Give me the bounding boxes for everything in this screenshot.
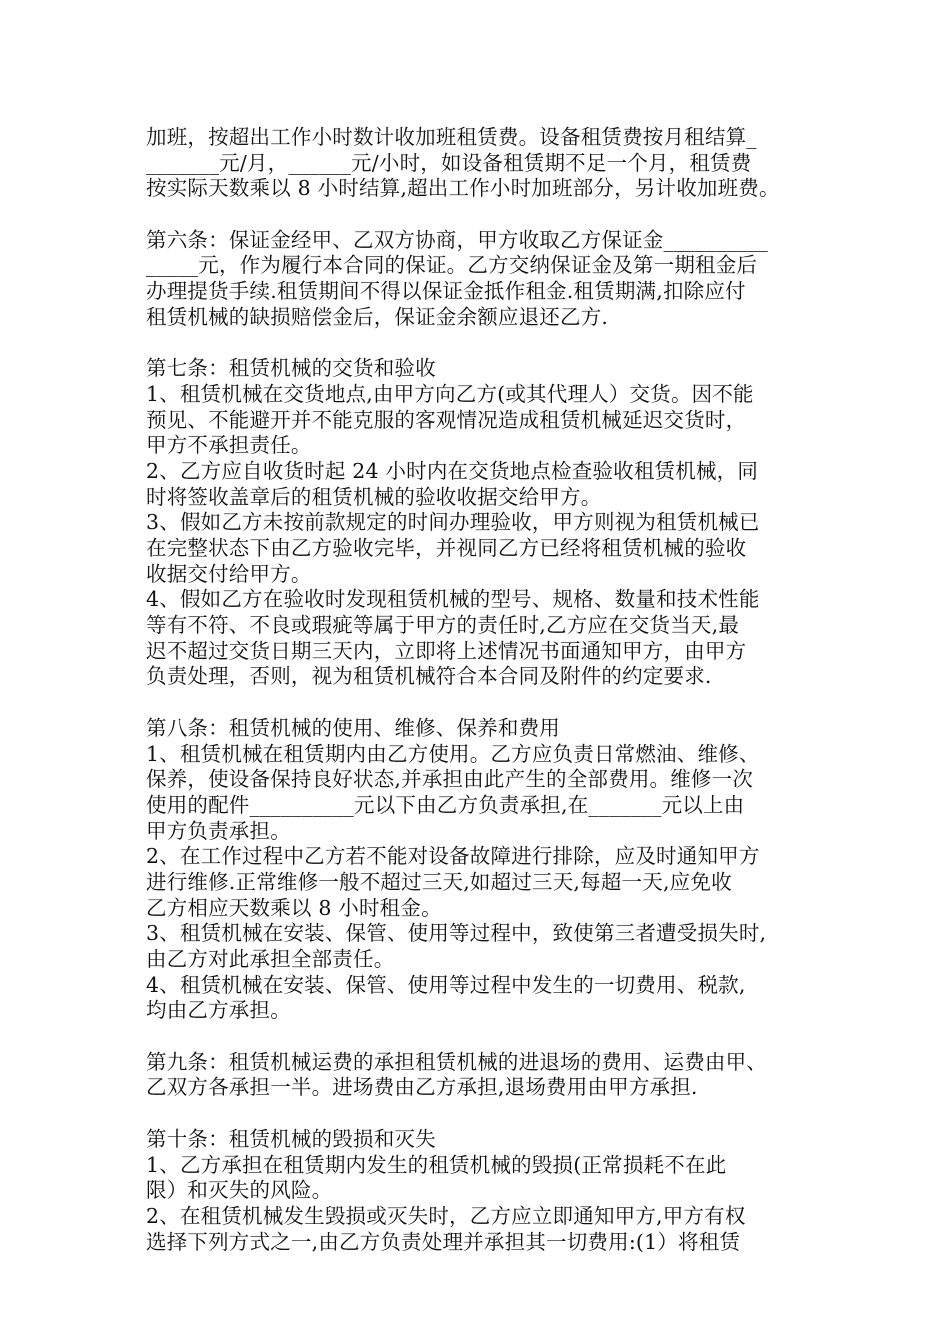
text-line: _______元/月，______元/小时，如设备租赁期不足一个月，租赁费	[146, 150, 752, 175]
text-line: 1、租赁机械在交货地点,由甲方向乙方(或其代理人）交货。因不能	[146, 381, 754, 406]
text-line: 使用的配件__________元以下由乙方负责承担,在_______元以上由	[146, 792, 745, 817]
text-line: 由乙方对此承担全部责任。	[146, 947, 395, 971]
paragraph-gap	[146, 1024, 826, 1050]
text-line: 等有不符、不良或瑕疵等属于甲方的责任时,乙方应在交货当天,最	[146, 613, 740, 638]
text-line: 2、乙方应自收货时起 24 小时内在交货地点检查验收租赁机械，同	[146, 458, 759, 483]
text-line: 按实际天数乘以 8 小时结算,超出工作小时加班部分，另计收加班费。	[146, 176, 780, 201]
text-line: 进行维修.正常维修一般不超过三天,如超过三天,每超一天,应免收	[146, 869, 732, 894]
clause-heading: 第十条：租赁机械的毁损和灭失	[146, 1126, 436, 1151]
paragraph-gap	[146, 331, 826, 357]
text-line: 3、租赁机械在安装、保管、使用等过程中，致使第三者遭受损失时,	[146, 921, 767, 946]
clause-6	[146, 228, 826, 331]
text-line: 4、假如乙方在验收时发现租赁机械的型号、规格、数量和技术性能	[146, 587, 760, 612]
clause-5-tail	[146, 125, 826, 202]
text-line: 均由乙方承担。	[146, 998, 291, 1023]
text-line: 加班，按超出工作小时数计收加班租赁费。设备租赁费按月租结算_	[146, 125, 757, 149]
paragraph-gap	[146, 202, 826, 228]
clause-10	[146, 1127, 826, 1255]
text-line: 限）和灭失的风险。	[146, 1178, 333, 1203]
text-line: 甲方不承担责任。	[146, 433, 312, 458]
text-line: 乙方相应天数乘以 8 小时租金。	[146, 895, 442, 920]
clause-heading-line: 第六条：保证金经甲、乙双方协商，甲方收取乙方保证金__________	[146, 227, 768, 252]
text-line: 时将签收盖章后的租赁机械的验收收据交给甲方。	[146, 484, 602, 509]
text-line: 收据交付给甲方。	[146, 561, 312, 586]
document-page	[146, 125, 826, 1255]
text-line: _____元，作为履行本合同的保证。乙方交纳保证金及第一期租金后	[146, 253, 758, 278]
text-line: 甲方负责承担。	[146, 818, 291, 843]
text-line: 在完整状态下由乙方验收完毕，并视同乙方已经将租赁机械的验收	[146, 536, 747, 560]
paragraph-gap	[146, 1101, 826, 1127]
clause-7	[146, 356, 826, 690]
text-line: 选择下列方式之一,由乙方负责处理并承担其一切费用:(1）将租赁	[146, 1229, 741, 1254]
text-line: 办理提货手续.租赁期间不得以保证金抵作租金.租赁期满,扣除应付	[146, 279, 746, 304]
text-line: 3、假如乙方未按前款规定的时间办理验收，甲方则视为租赁机械已	[146, 510, 760, 535]
text-line: 租赁机械的缺损赔偿金后，保证金余额应退还乙方.	[146, 304, 609, 329]
clause-heading-line: 第九条：租赁机械运费的承担租赁机械的进退场的费用、运费由甲、	[146, 1049, 767, 1074]
text-line: 2、在租赁机械发生毁损或灭失时，乙方应立即通知甲方,甲方有权	[146, 1203, 746, 1228]
clause-8	[146, 716, 826, 1024]
clause-heading: 第八条：租赁机械的使用、维修、保养和费用	[146, 715, 560, 740]
clause-heading: 第七条：租赁机械的交货和验收	[146, 356, 436, 381]
text-line: 4、租赁机械在安装、保管、使用等过程中发生的一切费用、税款,	[146, 972, 746, 997]
paragraph-gap	[146, 690, 826, 716]
text-line: 保养，使设备保持良好状态,并承担由此产生的全部费用。维修一次	[146, 767, 754, 792]
text-line: 2、在工作过程中乙方若不能对设备故障进行排除，应及时通知甲方	[146, 844, 760, 869]
text-line: 1、乙方承担在租赁期内发生的租赁机械的毁损(正常损耗不在此	[146, 1152, 727, 1177]
text-line: 预见、不能避开并不能克服的客观情况造成租赁机械延迟交货时，	[146, 407, 747, 432]
clause-9	[146, 1050, 826, 1101]
text-line: 1、租赁机械在租赁期内由乙方使用。乙方应负责日常燃油、维修、	[146, 741, 760, 766]
text-line: 负责处理，否则，视为租赁机械符合本合同及附件的约定要求.	[146, 664, 712, 689]
text-line: 乙双方各承担一半。进场费由乙方承担,退场费用由甲方承担.	[146, 1075, 698, 1100]
text-line: 迟不超过交货日期三天内，立即将上述情况书面通知甲方，由甲方	[146, 638, 747, 663]
